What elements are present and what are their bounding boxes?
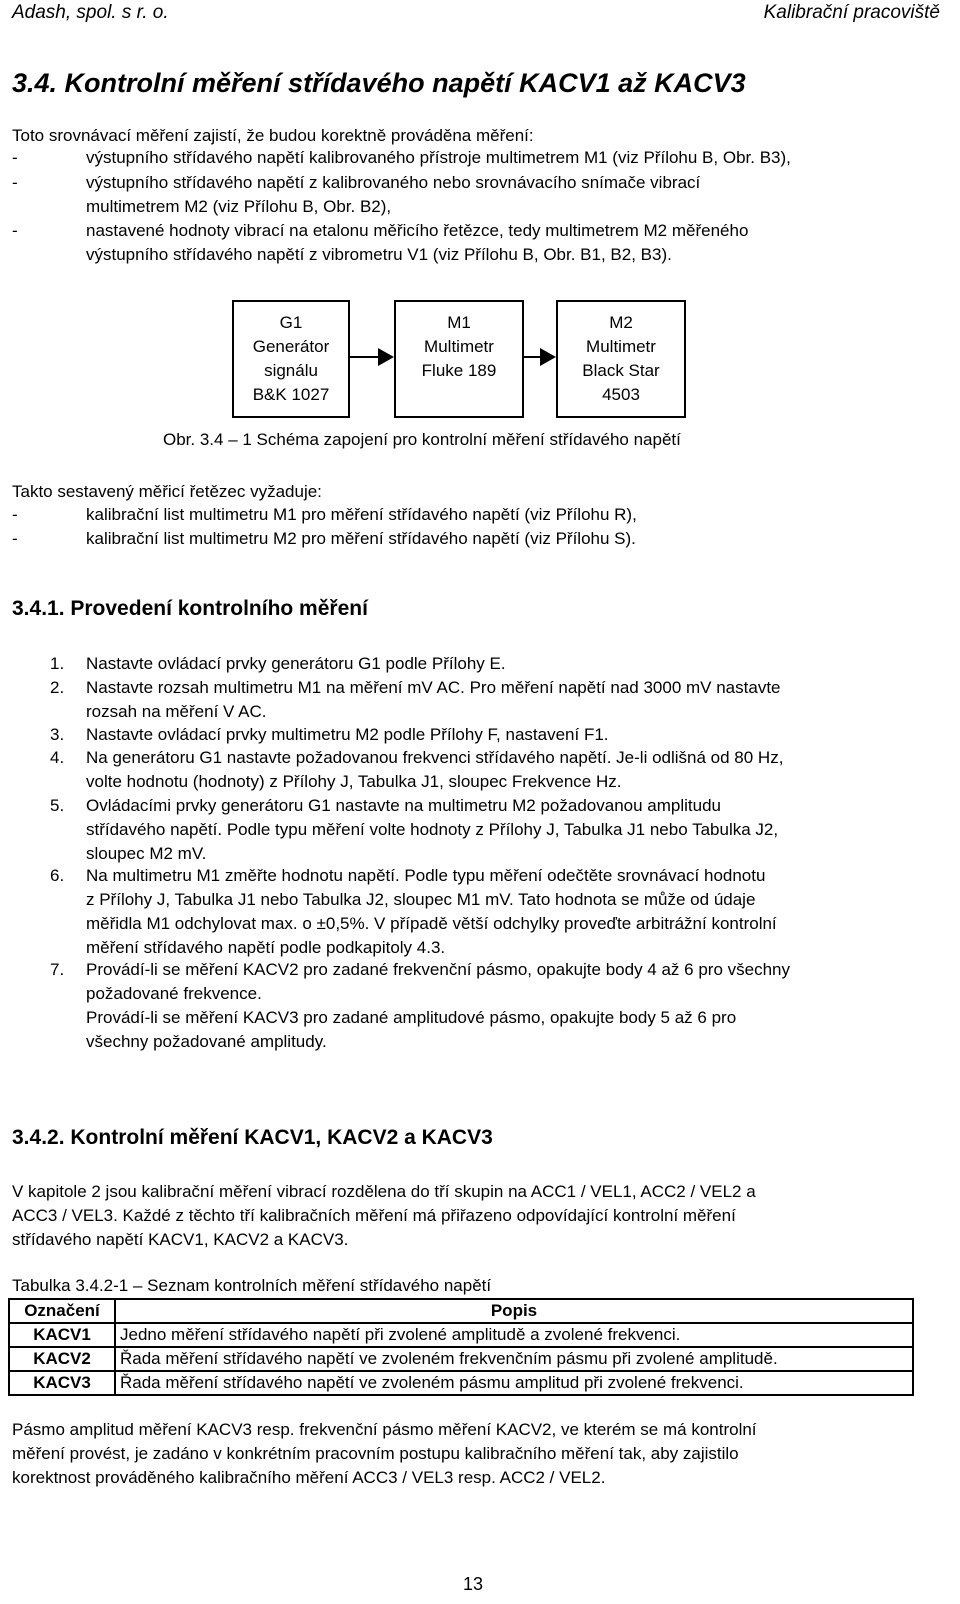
box-line: M2 [609,313,633,332]
bullet-dash: - [12,505,18,524]
step-line: Provádí-li se měření KACV3 pro zadané amplitudové pásmo, opakujte body 5 až 6 pro [86,1008,737,1027]
kacv-paragraph-line: V kapitole 2 jsou kalibrační měření vibrací rozdělena do tří skupin na ACC1 / VEL1, ACC2 / VEL2 a [12,1182,756,1201]
section-intro: Toto srovnávací měření zajistí, že budou korektně prováděna měření: [12,126,534,145]
list-item: kalibrační list multimetru M2 pro měření střídavého napětí (viz Přílohu S). [86,529,636,548]
step-number: 3. [50,725,65,744]
table-cell-code: KACV3 [9,1371,115,1395]
kacv-paragraph-line: střídavého napětí KACV1, KACV2 a KACV3. [12,1230,349,1249]
table-cell-description: Jedno měření střídavého napětí při zvolené amplitudě a zvolené frekvenci. [115,1323,913,1347]
table-header-code: Označení [9,1299,115,1323]
step-line: Nastavte ovládací prvky generátoru G1 podle Přílohy E. [86,654,506,673]
list-item: výstupního střídavého napětí z kalibrovaného nebo srovnávacího snímače vibrací [86,173,701,192]
box-line: M1 [447,313,471,332]
step-number: 6. [50,866,65,885]
closing-line: Pásmo amplitud měření KACV3 resp. frekvenční pásmo měření KACV2, ve kterém se má kontrolní [12,1420,757,1439]
diagram-box-generator [232,300,350,418]
step-line: volte hodnotu (hodnoty) z Přílohy J, Tabulka J1, sloupec Frekvence Hz. [86,772,622,791]
step-number: 7. [50,960,65,979]
kacv-table [8,1298,914,1396]
box-line: G1 [279,313,303,332]
table-row [9,1347,913,1371]
table-cell-description: Řada měření střídavého napětí ve zvoleném frekvenčním pásmu při zvolené amplitudě. [115,1347,913,1371]
box-line: Multimetr [424,337,494,356]
step-number: 5. [50,796,65,815]
step-line: požadované frekvence. [86,984,262,1003]
kacv-paragraph-line: ACC3 / VEL3. Každé z těchto tří kalibračních měření má přiřazeno odpovídající kontrolní měření [12,1206,736,1225]
table-header-row [9,1299,913,1323]
list-item: kalibrační list multimetru M1 pro měření střídavého napětí (viz Přílohu R), [86,505,637,524]
arrow-right-icon [540,348,556,366]
list-item-continuation: výstupního střídavého napětí z vibrometru V1 (viz Přílohu B, Obr. B1, B2, B3). [86,245,672,264]
box-line: Multimetr [586,337,656,356]
arrow-line [522,356,542,358]
bullet-dash: - [12,173,18,192]
table-row [9,1323,913,1347]
step-line: Provádí-li se měření KACV2 pro zadané frekvenční pásmo, opakujte body 4 až 6 pro všechny [86,960,790,979]
box-line: Black Star [582,361,660,380]
step-line: Na generátoru G1 nastavte požadovanou frekvenci střídavého napětí. Je-li odlišná od 80 Hz, [86,748,784,767]
step-line: Ovládacími prvky generátoru G1 nastavte na multimetru M2 požadovanou amplitudu [86,796,721,815]
bullet-dash: - [12,221,18,240]
page-number: 13 [462,1574,484,1594]
step-line: sloupec M2 mV. [86,844,207,863]
step-line: Na multimetru M1 změřte hodnotu napětí. Podle typu měření odečtěte srovnávací hodnotu [86,866,766,885]
step-line: rozsah na měření V AC. [86,702,267,721]
kacv-title: 3.4.2. Kontrolní měření KACV1, KACV2 a KACV3 [12,1126,493,1149]
table-header-description: Popis [115,1299,913,1323]
procedure-title: 3.4.1. Provedení kontrolního měření [12,597,368,620]
arrow-line [348,356,380,358]
header-workplace: Kalibrační pracoviště [763,2,940,23]
step-number: 2. [50,678,65,697]
step-line: měření střídavého napětí podle podkapitoly 4.3. [86,938,446,957]
arrow-right-icon [378,348,394,366]
list-item-continuation: multimetrem M2 (viz Přílohu B, Obr. B2), [86,197,392,216]
step-line: Nastavte rozsah multimetru M1 na měření mV AC. Pro měření napětí nad 3000 mV nastavte [86,678,781,697]
closing-line: korektnost prováděného kalibračního měření ACC3 / VEL3 resp. ACC2 / VEL2. [12,1468,606,1487]
diagram-box-multimeter-m1 [394,300,524,418]
diagram-box-multimeter-m2 [556,300,686,418]
list-item: výstupního střídavého napětí kalibrovaného přístroje multimetrem M1 (viz Přílohu B, Obr. B3), [86,148,791,167]
header-company: Adash, spol. s r. o. [12,2,169,23]
step-line: Nastavte ovládací prvky multimetru M2 podle Přílohy F, nastavení F1. [86,725,609,744]
step-line: střídavého napětí. Podle typu měření volte hodnoty z Přílohy J, Tabulka J1 nebo Tabulka J2, [86,820,779,839]
box-line: signálu [264,361,318,380]
figure-caption: Obr. 3.4 – 1 Schéma zapojení pro kontrolní měření střídavého napětí [163,430,681,449]
box-line: Fluke 189 [421,361,497,380]
table-cell-code: KACV2 [9,1347,115,1371]
step-number: 4. [50,748,65,767]
step-number: 1. [50,654,65,673]
step-line: z Přílohy J, Tabulka J1 nebo Tabulka J2, sloupec M1 mV. Tato hodnota se může od údaje [86,890,756,909]
table-caption: Tabulka 3.4.2-1 – Seznam kontrolních měření střídavého napětí [12,1276,492,1295]
step-line: všechny požadované amplitudy. [86,1032,327,1051]
bullet-dash: - [12,148,18,167]
bullet-dash: - [12,529,18,548]
closing-line: měření provést, je zadáno v konkrétním pracovním postupu kalibračního měření tak, aby zajistilo [12,1444,739,1463]
box-line: 4503 [602,385,640,404]
list-item: nastavené hodnoty vibrací na etalonu měřicího řetězce, tedy multimetrem M2 měřeného [86,221,749,240]
box-line: B&K 1027 [252,385,330,404]
requirements-intro: Takto sestavený měřicí řetězec vyžaduje: [12,482,322,501]
table-cell-code: KACV1 [9,1323,115,1347]
step-line: měřidla M1 odchylovat max. o ±0,5%. V případě větší odchylky proveďte arbitrážní kontrolní [86,914,777,933]
box-line: Generátor [252,337,330,356]
table-row [9,1371,913,1395]
section-title: 3.4. Kontrolní měření střídavého napětí KACV1 až KACV3 [12,68,746,98]
table-cell-description: Řada měření střídavého napětí ve zvoleném pásmu amplitud při zvolené frekvenci. [115,1371,913,1395]
